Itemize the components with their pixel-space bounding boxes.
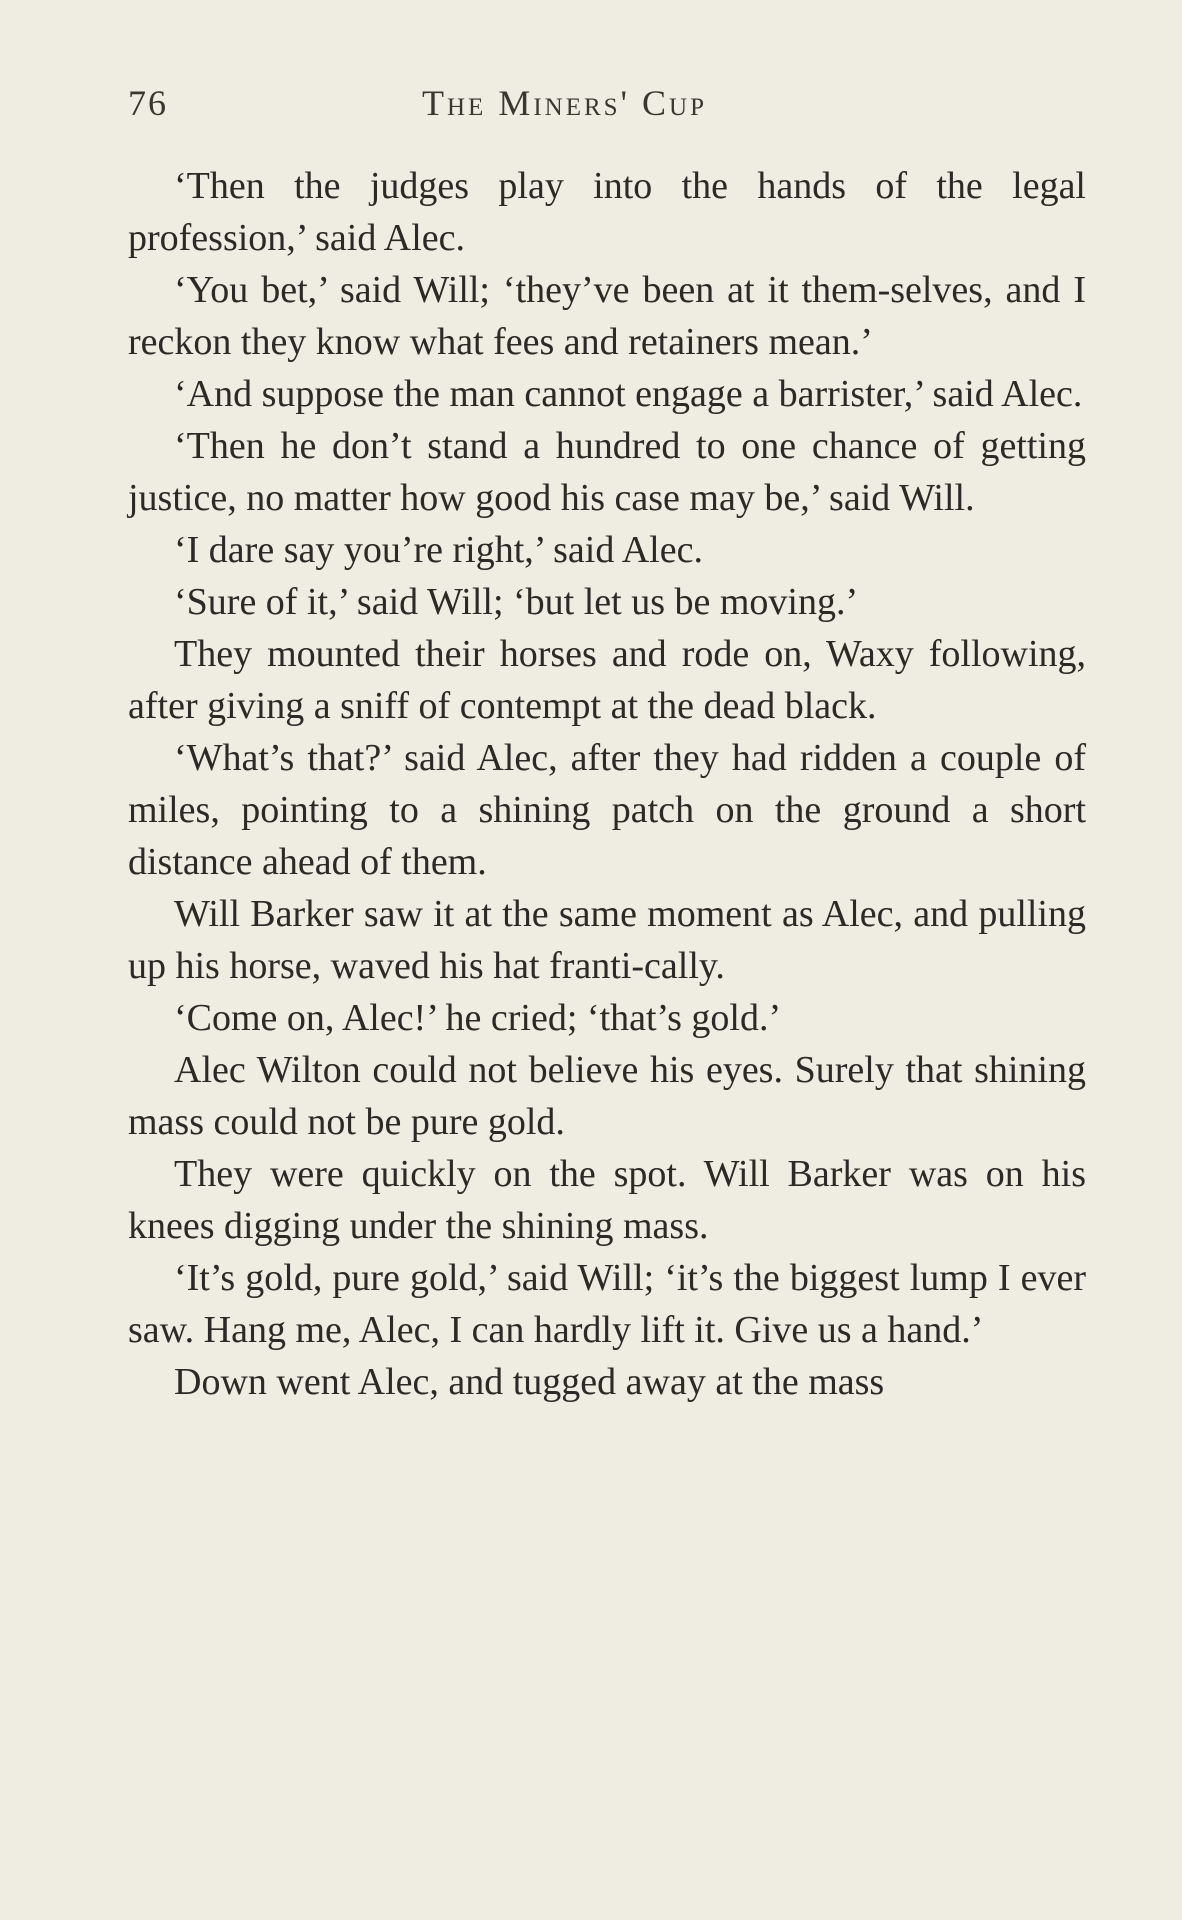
paragraph: They mounted their horses and rode on, Waxy following, after giving a sniff of contempt at the dead black. (128, 633, 1086, 727)
paragraph: Will Barker saw it at the same moment as Alec, and pulling up his horse, waved his hat franti-cally. (128, 893, 1086, 987)
paragraph: ‘Then the judges play into the hands of the legal profession,’ said Alec. (128, 165, 1086, 259)
paragraph: ‘It’s gold, pure gold,’ said Will; ‘it’s the biggest lump I ever saw. Hang me, Alec, I can hardly lift it. Give us a hand.’ (128, 1257, 1086, 1351)
paragraph: Alec Wilton could not believe his eyes. Surely that shining mass could not be pure gold. (128, 1049, 1086, 1143)
book-title: The Miners' Cup (422, 83, 708, 123)
paragraph: Down went Alec, and tugged away at the mass (174, 1361, 885, 1403)
paragraph: ‘Sure of it,’ said Will; ‘but let us be moving.’ (174, 581, 859, 623)
running-head (128, 82, 1086, 132)
page-number: 76 (128, 83, 168, 123)
paragraph: ‘You bet,’ said Will; ‘they’ve been at it them-selves, and I reckon they know what fees and retainers mean.’ (128, 269, 1086, 363)
paragraph: ‘I dare say you’re right,’ said Alec. (174, 529, 703, 571)
body-text (128, 160, 1086, 1408)
paragraph: ‘And suppose the man cannot engage a barrister,’ said Alec. (174, 373, 1083, 415)
paragraph: ‘Come on, Alec!’ he cried; ‘that’s gold.’ (174, 997, 782, 1039)
paragraph: ‘What’s that?’ said Alec, after they had ridden a couple of miles, pointing to a shining patch on the ground a short distance ahead of them. (128, 737, 1086, 883)
paragraph: They were quickly on the spot. Will Barker was on his knees digging under the shining mass. (128, 1153, 1086, 1247)
paragraph: ‘Then he don’t stand a hundred to one chance of getting justice, no matter how good his case may be,’ said Will. (128, 425, 1086, 519)
